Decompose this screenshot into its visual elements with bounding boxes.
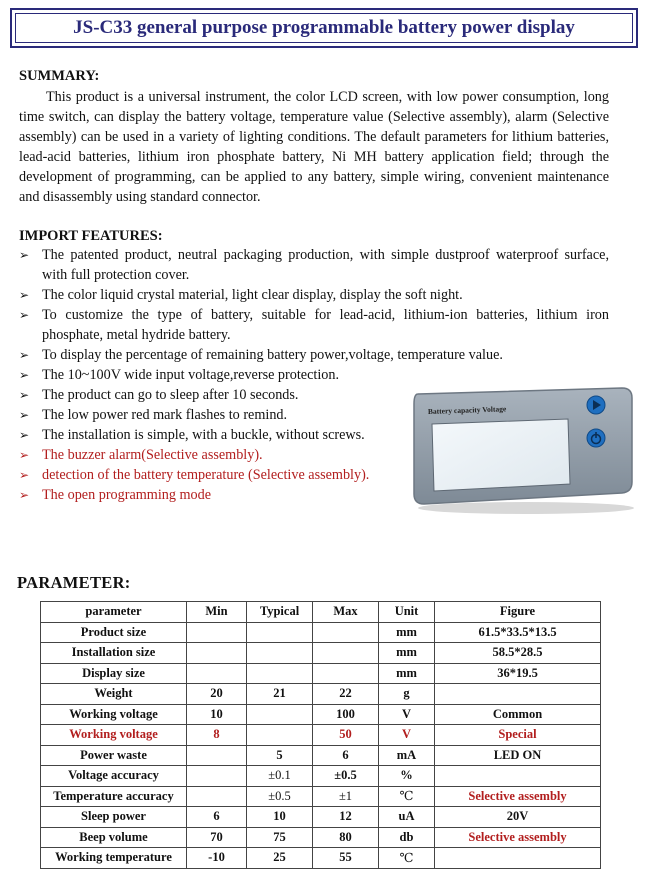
device-screen — [432, 419, 570, 491]
table-cell: Selective assembly — [435, 786, 601, 807]
table-cell: 21 — [247, 684, 313, 705]
table-cell: mA — [379, 745, 435, 766]
column-header: Typical — [247, 602, 313, 623]
features-heading: IMPORT FEATURES: — [19, 228, 163, 244]
table-cell: Working voltage — [41, 725, 187, 746]
feature-item — [19, 305, 609, 345]
table-cell: -10 — [187, 848, 247, 869]
table-cell — [435, 766, 601, 787]
arrow-bullet-icon: ➢ — [19, 448, 30, 462]
table-cell: 20 — [187, 684, 247, 705]
feature-item — [19, 365, 410, 385]
table-cell: 61.5*33.5*13.5 — [435, 622, 601, 643]
table-cell: ±0.5 — [247, 786, 313, 807]
title-banner — [10, 8, 638, 48]
feature-text: The open programming mode — [42, 487, 212, 503]
feature-item-optional — [19, 485, 410, 505]
table-cell — [247, 643, 313, 664]
column-header: Unit — [379, 602, 435, 623]
table-cell — [435, 848, 601, 869]
feature-item — [19, 285, 609, 305]
arrow-bullet-icon: ➢ — [19, 388, 30, 402]
table-row — [41, 704, 601, 725]
table-cell: Special — [435, 725, 601, 746]
arrow-bullet-icon: ➢ — [19, 488, 30, 502]
column-header: Max — [313, 602, 379, 623]
table-cell: mm — [379, 663, 435, 684]
feature-text: The low power red mark flashes to remind. — [42, 407, 288, 423]
table-row — [41, 663, 601, 684]
table-cell: Product size — [41, 622, 187, 643]
table-cell — [435, 684, 601, 705]
table-cell: 55 — [313, 848, 379, 869]
parameter-table — [40, 601, 601, 869]
table-cell — [187, 766, 247, 787]
table-cell: mm — [379, 622, 435, 643]
table-cell: Display size — [41, 663, 187, 684]
table-cell: 80 — [313, 827, 379, 848]
table-cell: Selective assembly — [435, 827, 601, 848]
table-cell: ±1 — [313, 786, 379, 807]
table-cell — [247, 704, 313, 725]
feature-text: To display the percentage of remaining battery power,voltage, temperature value. — [42, 347, 503, 363]
summary-text: This product is a universal instrument, the color LCD screen, with low power consumption, long time switch, can display the battery voltage, temperature value (Selective assembly), alarm (Selective assembly) can be used in a variety of lighting conditions. The default parameters for lithium batteries, lead-acid batteries, lithium iron phosphate battery, Ni MH battery application field; through the development of programming, can be applied to any battery, simple wiring, convenient maintenance and disassembly using standard connector. — [19, 89, 609, 205]
table-cell: 36*19.5 — [435, 663, 601, 684]
table-row — [41, 643, 601, 664]
table-cell: 70 — [187, 827, 247, 848]
arrow-bullet-icon: ➢ — [19, 348, 30, 362]
arrow-bullet-icon: ➢ — [19, 468, 30, 482]
device-label: Battery capacity Voltage — [427, 404, 507, 416]
feature-text: The installation is simple, with a buckle, without screws. — [42, 427, 365, 443]
table-cell: 25 — [247, 848, 313, 869]
table-row — [41, 786, 601, 807]
feature-text: detection of the battery temperature (Selective assembly). — [42, 467, 370, 483]
table-row — [41, 766, 601, 787]
table-cell: V — [379, 725, 435, 746]
table-cell: 6 — [313, 745, 379, 766]
table-cell: Sleep power — [41, 807, 187, 828]
table-cell: Temperature accuracy — [41, 786, 187, 807]
device-shadow — [418, 502, 634, 514]
feature-item — [19, 245, 609, 285]
power-button-icon — [587, 429, 605, 447]
table-cell — [247, 622, 313, 643]
table-cell: 50 — [313, 725, 379, 746]
arrow-bullet-icon: ➢ — [19, 248, 30, 262]
play-button-icon — [587, 396, 605, 414]
feature-item — [19, 385, 410, 405]
arrow-bullet-icon: ➢ — [19, 308, 30, 322]
table-cell: Working voltage — [41, 704, 187, 725]
feature-text: The color liquid crystal material, light clear display, display the soft night. — [42, 287, 463, 303]
table-cell: db — [379, 827, 435, 848]
table-cell: Weight — [41, 684, 187, 705]
table-cell: ℃ — [379, 848, 435, 869]
table-row — [41, 622, 601, 643]
table-cell — [187, 745, 247, 766]
table-cell: V — [379, 704, 435, 725]
summary-heading: SUMMARY: — [19, 68, 100, 84]
table-cell: ±0.5 — [313, 766, 379, 787]
battery-display-product-photo — [410, 384, 636, 516]
table-cell: 10 — [247, 807, 313, 828]
feature-text: The buzzer alarm(Selective assembly). — [42, 447, 263, 463]
feature-text: The 10~100V wide input voltage,reverse protection. — [42, 367, 339, 383]
table-cell: 6 — [187, 807, 247, 828]
table-cell: LED ON — [435, 745, 601, 766]
table-cell: uA — [379, 807, 435, 828]
table-cell: 12 — [313, 807, 379, 828]
table-cell — [187, 622, 247, 643]
table-cell: ℃ — [379, 786, 435, 807]
table-cell: Voltage accuracy — [41, 766, 187, 787]
table-cell: % — [379, 766, 435, 787]
column-header: Figure — [435, 602, 601, 623]
column-header: parameter — [41, 602, 187, 623]
arrow-bullet-icon: ➢ — [19, 428, 30, 442]
table-cell: 58.5*28.5 — [435, 643, 601, 664]
table-header-row — [41, 602, 601, 623]
table-row — [41, 827, 601, 848]
feature-item — [19, 345, 609, 365]
table-cell — [247, 725, 313, 746]
table-cell — [313, 643, 379, 664]
table-cell — [187, 643, 247, 664]
table-row — [41, 684, 601, 705]
feature-text: The product can go to sleep after 10 seconds. — [42, 387, 299, 403]
feature-text: To customize the type of battery, suitable for lead-acid, lithium-ion batteries, lithium iron phosphate, metal hydride battery. — [42, 307, 609, 343]
table-row-special — [41, 725, 601, 746]
feature-item — [19, 405, 410, 425]
table-cell: 5 — [247, 745, 313, 766]
feature-item — [19, 425, 410, 445]
table-cell: Power waste — [41, 745, 187, 766]
feature-item-optional — [19, 445, 410, 465]
table-cell: 10 — [187, 704, 247, 725]
feature-text: The patented product, neutral packaging production, with simple dustproof waterproof surface, with full protection cover. — [42, 247, 609, 283]
column-header: Min — [187, 602, 247, 623]
table-cell — [313, 622, 379, 643]
page-title: JS-C33 general purpose programmable battery power display — [15, 13, 633, 43]
table-cell — [187, 786, 247, 807]
table-cell: 22 — [313, 684, 379, 705]
table-cell: Working temperature — [41, 848, 187, 869]
arrow-bullet-icon: ➢ — [19, 288, 30, 302]
arrow-bullet-icon: ➢ — [19, 368, 30, 382]
table-row — [41, 807, 601, 828]
table-cell — [247, 663, 313, 684]
table-cell: Beep volume — [41, 827, 187, 848]
table-cell: 75 — [247, 827, 313, 848]
feature-item-optional — [19, 465, 422, 485]
table-cell: mm — [379, 643, 435, 664]
table-cell — [313, 663, 379, 684]
table-cell: 8 — [187, 725, 247, 746]
table-cell: Installation size — [41, 643, 187, 664]
table-cell — [187, 663, 247, 684]
table-cell: g — [379, 684, 435, 705]
table-cell: 20V — [435, 807, 601, 828]
table-cell: ±0.1 — [247, 766, 313, 787]
table-cell: Common — [435, 704, 601, 725]
parameter-heading: PARAMETER: — [17, 573, 131, 592]
arrow-bullet-icon: ➢ — [19, 408, 30, 422]
table-row — [41, 745, 601, 766]
table-cell: 100 — [313, 704, 379, 725]
table-row — [41, 848, 601, 869]
